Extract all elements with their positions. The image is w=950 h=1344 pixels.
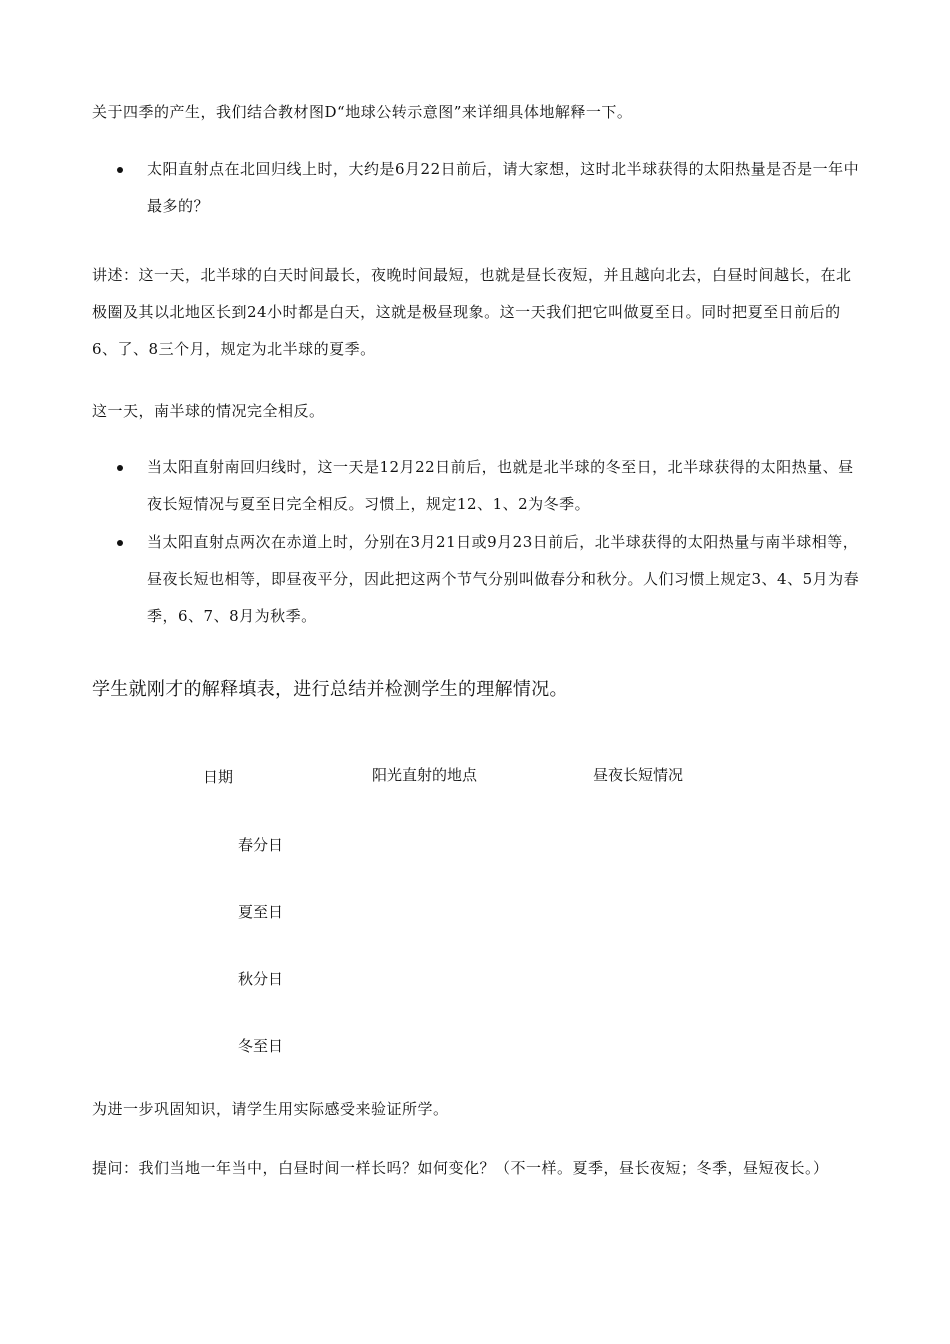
table-header-day-night: 昼夜长短情况	[593, 766, 684, 784]
bullet-dot	[117, 540, 123, 546]
bullet-dot	[117, 167, 123, 173]
table-row-label: 秋分日	[238, 970, 284, 988]
bullet-winter-solstice: 当太阳直射南回归线时，这一天是12月22日前后，也就是北半球的冬至日，北半球获得的太阳热量、昼夜长短情况与夏至日完全相反。习惯上，规定12、1、2为冬季。	[147, 458, 854, 513]
table-row-label: 冬至日	[238, 1037, 284, 1055]
table-header-date: 日期	[203, 768, 234, 786]
table-header-location: 阳光直射的地点	[372, 766, 478, 784]
lecture-paragraph: 讲述：这一天，北半球的白天时间最长，夜晚时间最短，也就是昼长夜短，并且越向北去，白昼时间越长，在北极圈及其以北地区长到24小时都是白天，这就是极昼现象。这一天我们把它叫做夏至日。同时把夏至日前后的6、了、8三个月，规定为北半球的夏季。	[92, 266, 852, 358]
table-row-label: 春分日	[238, 836, 284, 854]
bullet-equinox: 当太阳直射点两次在赤道上时，分别在3月21日或9月23日前后，北半球获得的太阳热量与南半球相等，昼夜长短也相等，即昼夜平分，因此把这两个节气分别叫做春分和秋分。人们习惯上规定3、4、5月为春季，6、7、8月为秋季。	[147, 533, 860, 625]
southern-hemisphere-paragraph: 这一天，南半球的情况完全相反。	[92, 402, 325, 420]
question-paragraph: 提问：我们当地一年当中，白昼时间一样长吗？如何变化？（不一样。夏季，昼长夜短；冬季，昼短夜长。）	[92, 1159, 829, 1177]
consolidate-paragraph: 为进一步巩固知识，请学生用实际感受来验证所学。	[92, 1100, 449, 1118]
table-instruction-heading: 学生就刚才的解释填表，进行总结并检测学生的理解情况。	[92, 679, 568, 700]
bullet-dot	[117, 465, 123, 471]
intro-paragraph: 关于四季的产生，我们结合教材图D“地球公转示意图”来详细具体地解释一下。	[92, 103, 633, 121]
table-row-label: 夏至日	[238, 903, 284, 921]
bullet-summer-solstice-question: 太阳直射点在北回归线上时，大约是6月22日前后，请大家想，这时北半球获得的太阳热量是否是一年中最多的？	[147, 160, 860, 215]
